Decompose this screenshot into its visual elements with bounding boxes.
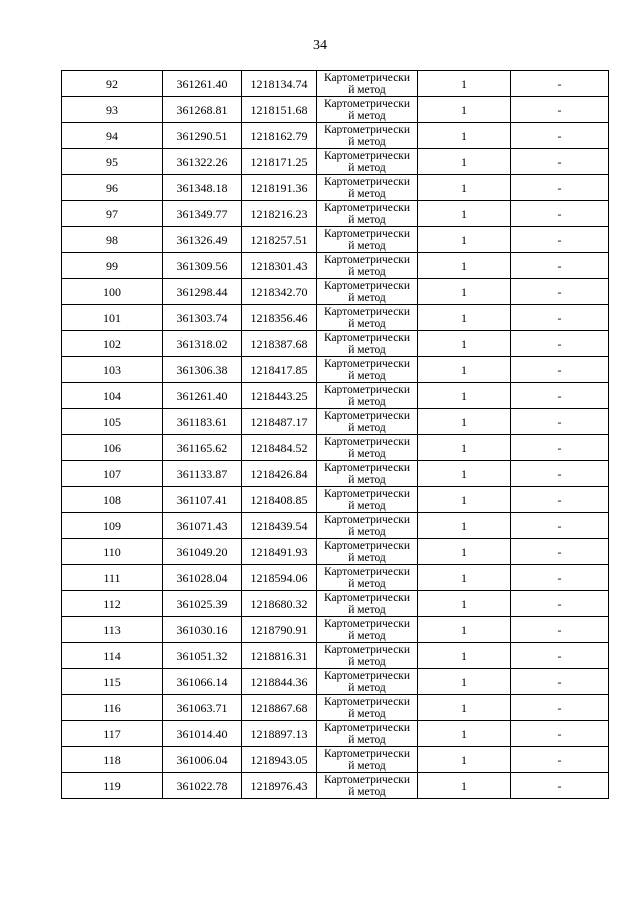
coordinate-y-cell: 1218387.68 [242, 331, 317, 357]
coordinate-x-cell: 361071.43 [163, 513, 242, 539]
count-cell: 1 [418, 175, 511, 201]
coordinate-y-cell: 1218417.85 [242, 357, 317, 383]
count-cell: 1 [418, 773, 511, 799]
count-cell: 1 [418, 565, 511, 591]
method-cell [317, 435, 418, 461]
table-row [62, 383, 609, 409]
extra-cell: - [511, 149, 609, 175]
extra-cell: - [511, 409, 609, 435]
method-cell [317, 123, 418, 149]
coordinates-table [61, 70, 609, 799]
method-text: Картометрически й метод [323, 410, 411, 434]
count-cell: 1 [418, 617, 511, 643]
count-cell: 1 [418, 747, 511, 773]
point-number-cell: 119 [62, 773, 163, 799]
table-row [62, 305, 609, 331]
coordinate-y-cell: 1218680.32 [242, 591, 317, 617]
method-text: Картометрически й метод [323, 332, 411, 356]
extra-cell: - [511, 747, 609, 773]
count-cell: 1 [418, 695, 511, 721]
coordinate-x-cell: 361025.39 [163, 591, 242, 617]
table-row [62, 253, 609, 279]
point-number-cell: 93 [62, 97, 163, 123]
method-text: Картометрически й метод [323, 748, 411, 772]
method-text: Картометрически й метод [323, 124, 411, 148]
extra-cell: - [511, 773, 609, 799]
count-cell: 1 [418, 201, 511, 227]
method-text: Картометрически й метод [323, 592, 411, 616]
coordinate-y-cell: 1218491.93 [242, 539, 317, 565]
point-number-cell: 108 [62, 487, 163, 513]
count-cell: 1 [418, 669, 511, 695]
point-number-cell: 99 [62, 253, 163, 279]
point-number-cell: 107 [62, 461, 163, 487]
method-text: Картометрически й метод [323, 462, 411, 486]
extra-cell: - [511, 253, 609, 279]
count-cell: 1 [418, 513, 511, 539]
coordinate-y-cell: 1218171.25 [242, 149, 317, 175]
point-number-cell: 103 [62, 357, 163, 383]
coordinate-x-cell: 361303.74 [163, 305, 242, 331]
method-cell [317, 97, 418, 123]
method-text: Картометрически й метод [323, 670, 411, 694]
table-row [62, 591, 609, 617]
coordinate-y-cell: 1218790.91 [242, 617, 317, 643]
coordinate-x-cell: 361066.14 [163, 669, 242, 695]
method-cell [317, 695, 418, 721]
extra-cell: - [511, 669, 609, 695]
extra-cell: - [511, 643, 609, 669]
table-row [62, 461, 609, 487]
method-cell [317, 669, 418, 695]
coordinate-x-cell: 361006.04 [163, 747, 242, 773]
method-text: Картометрически й метод [323, 436, 411, 460]
point-number-cell: 117 [62, 721, 163, 747]
method-text: Картометрически й метод [323, 280, 411, 304]
method-cell [317, 357, 418, 383]
point-number-cell: 111 [62, 565, 163, 591]
table-row [62, 513, 609, 539]
coordinate-y-cell: 1218439.54 [242, 513, 317, 539]
table-row [62, 279, 609, 305]
coordinate-y-cell: 1218191.36 [242, 175, 317, 201]
method-text: Картометрически й метод [323, 566, 411, 590]
count-cell: 1 [418, 435, 511, 461]
method-cell [317, 149, 418, 175]
coordinate-x-cell: 361014.40 [163, 721, 242, 747]
point-number-cell: 102 [62, 331, 163, 357]
extra-cell: - [511, 175, 609, 201]
method-text: Картометрически й метод [323, 644, 411, 668]
count-cell: 1 [418, 227, 511, 253]
extra-cell: - [511, 721, 609, 747]
coordinate-x-cell: 361298.44 [163, 279, 242, 305]
coordinate-x-cell: 361309.56 [163, 253, 242, 279]
method-text: Картометрически й метод [323, 696, 411, 720]
coordinate-x-cell: 361268.81 [163, 97, 242, 123]
coordinate-x-cell: 361022.78 [163, 773, 242, 799]
point-number-cell: 105 [62, 409, 163, 435]
extra-cell: - [511, 617, 609, 643]
method-cell [317, 747, 418, 773]
method-text: Картометрически й метод [323, 514, 411, 538]
point-number-cell: 113 [62, 617, 163, 643]
table-row [62, 71, 609, 97]
method-text: Картометрически й метод [323, 358, 411, 382]
coordinate-x-cell: 361049.20 [163, 539, 242, 565]
page-number: 34 [313, 38, 327, 53]
point-number-cell: 92 [62, 71, 163, 97]
method-cell [317, 721, 418, 747]
method-text: Картометрически й метод [323, 488, 411, 512]
coordinate-x-cell: 361063.71 [163, 695, 242, 721]
point-number-cell: 106 [62, 435, 163, 461]
extra-cell: - [511, 591, 609, 617]
extra-cell: - [511, 513, 609, 539]
extra-cell: - [511, 695, 609, 721]
count-cell: 1 [418, 305, 511, 331]
coordinate-x-cell: 361107.41 [163, 487, 242, 513]
method-cell [317, 279, 418, 305]
count-cell: 1 [418, 487, 511, 513]
coordinate-x-cell: 361165.62 [163, 435, 242, 461]
method-text: Картометрически й метод [323, 202, 411, 226]
coordinate-y-cell: 1218844.36 [242, 669, 317, 695]
extra-cell: - [511, 461, 609, 487]
point-number-cell: 101 [62, 305, 163, 331]
coordinate-x-cell: 361318.02 [163, 331, 242, 357]
coordinate-y-cell: 1218594.06 [242, 565, 317, 591]
method-text: Картометрически й метод [323, 618, 411, 642]
extra-cell: - [511, 383, 609, 409]
table-row [62, 435, 609, 461]
count-cell: 1 [418, 643, 511, 669]
coordinate-x-cell: 361326.49 [163, 227, 242, 253]
coordinate-x-cell: 361306.38 [163, 357, 242, 383]
extra-cell: - [511, 123, 609, 149]
count-cell: 1 [418, 591, 511, 617]
point-number-cell: 109 [62, 513, 163, 539]
extra-cell: - [511, 487, 609, 513]
method-cell [317, 617, 418, 643]
coordinate-y-cell: 1218867.68 [242, 695, 317, 721]
point-number-cell: 94 [62, 123, 163, 149]
extra-cell: - [511, 305, 609, 331]
method-text: Картометрически й метод [323, 228, 411, 252]
point-number-cell: 118 [62, 747, 163, 773]
count-cell: 1 [418, 461, 511, 487]
coordinates-table-body [62, 71, 609, 799]
method-cell [317, 383, 418, 409]
table-row [62, 747, 609, 773]
method-cell [317, 773, 418, 799]
extra-cell: - [511, 71, 609, 97]
point-number-cell: 110 [62, 539, 163, 565]
method-cell [317, 461, 418, 487]
coordinate-y-cell: 1218342.70 [242, 279, 317, 305]
count-cell: 1 [418, 149, 511, 175]
method-text: Картометрически й метод [323, 72, 411, 96]
coordinate-x-cell: 361261.40 [163, 71, 242, 97]
coordinate-x-cell: 361133.87 [163, 461, 242, 487]
coordinate-y-cell: 1218257.51 [242, 227, 317, 253]
table-row [62, 331, 609, 357]
method-text: Картометрически й метод [323, 150, 411, 174]
method-cell [317, 643, 418, 669]
method-cell [317, 539, 418, 565]
method-cell [317, 227, 418, 253]
count-cell: 1 [418, 71, 511, 97]
coordinate-y-cell: 1218426.84 [242, 461, 317, 487]
coordinate-y-cell: 1218487.17 [242, 409, 317, 435]
count-cell: 1 [418, 97, 511, 123]
method-text: Картометрически й метод [323, 176, 411, 200]
method-cell [317, 487, 418, 513]
coordinate-x-cell: 361261.40 [163, 383, 242, 409]
coordinate-x-cell: 361183.61 [163, 409, 242, 435]
coordinate-y-cell: 1218151.68 [242, 97, 317, 123]
method-text: Картометрически й метод [323, 384, 411, 408]
method-cell [317, 201, 418, 227]
extra-cell: - [511, 201, 609, 227]
method-text: Картометрически й метод [323, 98, 411, 122]
table-row [62, 357, 609, 383]
table-row [62, 539, 609, 565]
extra-cell: - [511, 539, 609, 565]
coordinate-y-cell: 1218484.52 [242, 435, 317, 461]
table-row [62, 97, 609, 123]
point-number-cell: 95 [62, 149, 163, 175]
point-number-cell: 116 [62, 695, 163, 721]
coordinate-y-cell: 1218408.85 [242, 487, 317, 513]
count-cell: 1 [418, 539, 511, 565]
method-text: Картометрически й метод [323, 774, 411, 798]
method-text: Картометрически й метод [323, 306, 411, 330]
count-cell: 1 [418, 279, 511, 305]
table-row [62, 149, 609, 175]
method-cell [317, 591, 418, 617]
count-cell: 1 [418, 123, 511, 149]
table-row [62, 643, 609, 669]
count-cell: 1 [418, 331, 511, 357]
extra-cell: - [511, 279, 609, 305]
point-number-cell: 100 [62, 279, 163, 305]
coordinate-x-cell: 361028.04 [163, 565, 242, 591]
table-row [62, 565, 609, 591]
count-cell: 1 [418, 383, 511, 409]
table-row [62, 773, 609, 799]
table-row [62, 175, 609, 201]
coordinate-y-cell: 1218216.23 [242, 201, 317, 227]
point-number-cell: 104 [62, 383, 163, 409]
method-text: Картометрически й метод [323, 722, 411, 746]
coordinate-y-cell: 1218816.31 [242, 643, 317, 669]
method-cell [317, 71, 418, 97]
coordinate-x-cell: 361030.16 [163, 617, 242, 643]
coordinate-x-cell: 361348.18 [163, 175, 242, 201]
extra-cell: - [511, 357, 609, 383]
method-cell [317, 331, 418, 357]
method-cell [317, 305, 418, 331]
extra-cell: - [511, 435, 609, 461]
count-cell: 1 [418, 409, 511, 435]
count-cell: 1 [418, 357, 511, 383]
extra-cell: - [511, 97, 609, 123]
table-row [62, 227, 609, 253]
count-cell: 1 [418, 253, 511, 279]
coordinate-x-cell: 361290.51 [163, 123, 242, 149]
extra-cell: - [511, 331, 609, 357]
table-row [62, 617, 609, 643]
coordinate-y-cell: 1218162.79 [242, 123, 317, 149]
point-number-cell: 98 [62, 227, 163, 253]
coordinate-y-cell: 1218134.74 [242, 71, 317, 97]
point-number-cell: 114 [62, 643, 163, 669]
point-number-cell: 115 [62, 669, 163, 695]
coordinate-x-cell: 361051.32 [163, 643, 242, 669]
coordinate-y-cell: 1218897.13 [242, 721, 317, 747]
table-row [62, 669, 609, 695]
count-cell: 1 [418, 721, 511, 747]
coordinate-y-cell: 1218943.05 [242, 747, 317, 773]
method-cell [317, 409, 418, 435]
coordinate-y-cell: 1218443.25 [242, 383, 317, 409]
extra-cell: - [511, 227, 609, 253]
coordinate-y-cell: 1218976.43 [242, 773, 317, 799]
method-cell [317, 175, 418, 201]
coordinate-y-cell: 1218301.43 [242, 253, 317, 279]
table-row [62, 123, 609, 149]
table-row [62, 409, 609, 435]
method-cell [317, 565, 418, 591]
method-cell [317, 253, 418, 279]
coordinate-x-cell: 361322.26 [163, 149, 242, 175]
table-row [62, 201, 609, 227]
coordinate-x-cell: 361349.77 [163, 201, 242, 227]
point-number-cell: 97 [62, 201, 163, 227]
point-number-cell: 112 [62, 591, 163, 617]
coordinate-y-cell: 1218356.46 [242, 305, 317, 331]
table-row [62, 487, 609, 513]
method-cell [317, 513, 418, 539]
table-row [62, 721, 609, 747]
extra-cell: - [511, 565, 609, 591]
method-text: Картометрически й метод [323, 254, 411, 278]
method-text: Картометрически й метод [323, 540, 411, 564]
point-number-cell: 96 [62, 175, 163, 201]
table-row [62, 695, 609, 721]
